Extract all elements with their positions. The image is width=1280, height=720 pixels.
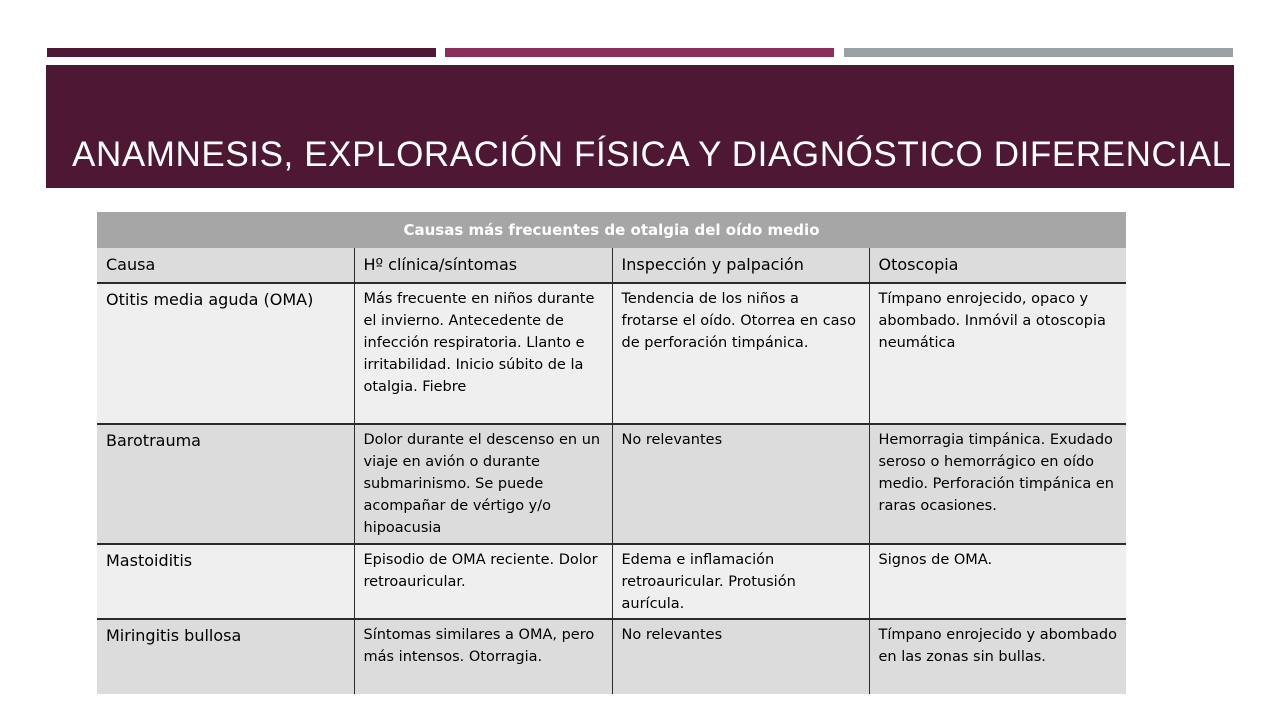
table-row — [97, 283, 1126, 424]
cell-causa: Otitis media aguda (OMA) — [97, 283, 354, 424]
header-inspeccion: Inspección y palpación — [612, 248, 869, 283]
table-row — [97, 619, 1126, 694]
otalgia-table — [97, 212, 1126, 694]
cell-otoscopia: Hemorragia timpánica. Exudado seroso o hemorrágico en oído medio. Perforación timpánica en raras ocasiones. — [869, 424, 1126, 544]
slide-title: ANAMNESIS, EXPLORACIÓN FÍSICA Y DIAGNÓSTICO DIFERENCIAL — [72, 135, 1232, 174]
cell-causa: Miringitis bullosa — [97, 619, 354, 694]
cell-clinica: Más frecuente en niños durante el invierno. Antecedente de infección respiratoria. Llanto e irritabilidad. Inicio súbito de la otalgia. Fiebre — [354, 283, 612, 424]
cell-inspeccion: Edema e inflamación retroauricular. Protusión aurícula. — [612, 544, 869, 619]
cell-otoscopia: Signos de OMA. — [869, 544, 1126, 619]
cell-inspeccion: No relevantes — [612, 424, 869, 544]
cell-otoscopia: Tímpano enrojecido y abombado en las zonas sin bullas. — [869, 619, 1126, 694]
cell-inspeccion: Tendencia de los niños a frotarse el oído. Otorrea en caso de perforación timpánica. — [612, 283, 869, 424]
cell-clinica: Síntomas similares a OMA, pero más intensos. Otorragia. — [354, 619, 612, 694]
header-causa: Causa — [97, 248, 354, 283]
cell-clinica: Dolor durante el descenso en un viaje en avión o durante submarinismo. Se puede acompañar de vértigo y/o hipoacusia — [354, 424, 612, 544]
accent-bar-middle — [445, 48, 834, 57]
table-row — [97, 544, 1126, 619]
cell-causa: Mastoiditis — [97, 544, 354, 619]
cell-inspeccion: No relevantes — [612, 619, 869, 694]
table-header-row — [97, 248, 1126, 283]
title-banner — [46, 65, 1234, 188]
accent-bar-right — [844, 48, 1233, 57]
cell-clinica: Episodio de OMA reciente. Dolor retroauricular. — [354, 544, 612, 619]
table-row — [97, 424, 1126, 544]
header-otoscopia: Otoscopia — [869, 248, 1126, 283]
cell-causa: Barotrauma — [97, 424, 354, 544]
cell-otoscopia: Tímpano enrojecido, opaco y abombado. Inmóvil a otoscopia neumática — [869, 283, 1126, 424]
table-caption: Causas más frecuentes de otalgia del oído medio — [97, 212, 1126, 248]
accent-bar-left — [47, 48, 436, 57]
header-clinica: Hº clínica/síntomas — [354, 248, 612, 283]
